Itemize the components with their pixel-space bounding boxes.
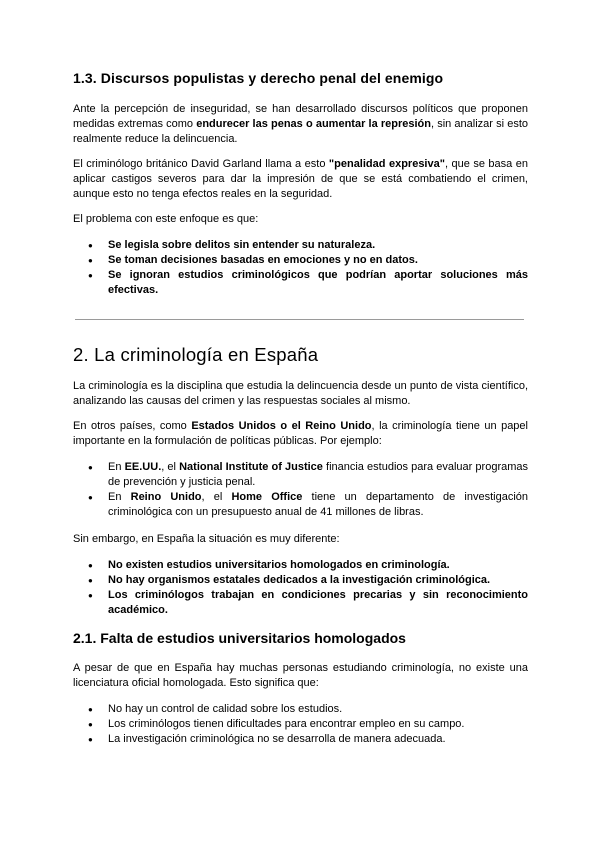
list-item: ● Los criminólogos trabajan en condiciones precarias y sin reconocimiento académico. bbox=[73, 588, 528, 618]
section-1-3-paragraph-1 bbox=[73, 102, 528, 147]
list-item: ● Se ignoran estudios criminológicos que podrían aportar soluciones más efectivas. bbox=[73, 268, 528, 298]
section-2-paragraph-1: La criminología es la disciplina que estudia la delincuencia desde un punto de vista científico, analizando las causas del crimen y las respuestas sociales al mismo. bbox=[73, 380, 528, 407]
bold-run: Home Office bbox=[231, 491, 303, 503]
list-item: ● Se toman decisiones basadas en emociones y no en datos. bbox=[73, 253, 528, 268]
list-item bbox=[73, 460, 528, 490]
section-2-examples-list bbox=[73, 460, 528, 520]
text-run: En bbox=[108, 491, 131, 503]
bold-run: Reino Unido bbox=[130, 491, 202, 503]
section-2-1-heading: 2.1. Falta de estudios universitarios homologados bbox=[73, 630, 406, 646]
section-1-3-paragraph-2 bbox=[73, 157, 528, 202]
bold-run: endurecer las penas o aumentar la represión bbox=[196, 118, 431, 130]
section-divider bbox=[75, 319, 524, 320]
text-run: , sin analizar si esto realmente reduce la delincuencia. bbox=[73, 118, 528, 145]
bold-run: National Institute of Justice bbox=[179, 461, 323, 473]
section-1-3-heading: 1.3. Discursos populistas y derecho penal del enemigo bbox=[73, 70, 444, 86]
section-1-3-bullet-list bbox=[73, 238, 528, 298]
list-item: ● No existen estudios universitarios homologados en criminología. bbox=[73, 558, 528, 573]
bold-run: Estados Unidos o el Reino Unido bbox=[191, 420, 372, 432]
text-run: Ante la percepción de inseguridad, se han desarrollado discursos políticos que proponen medidas extremas como bbox=[73, 103, 528, 130]
bold-run: "penalidad expresiva" bbox=[328, 158, 445, 170]
section-2-bullet-list bbox=[73, 558, 528, 618]
text-run: financia estudios para evaluar programas de prevención y justicia penal. bbox=[108, 461, 529, 488]
list-item: ● Los criminólogos tienen dificultades para encontrar empleo en su campo. bbox=[73, 717, 528, 732]
section-1-3-paragraph-3: El problema con este enfoque es que: bbox=[73, 213, 259, 225]
list-item: ● No hay organismos estatales dedicados a la investigación criminológica. bbox=[73, 573, 528, 588]
list-item: ● Se legisla sobre delitos sin entender su naturaleza. bbox=[73, 238, 528, 253]
list-item bbox=[73, 490, 528, 520]
text-run: En bbox=[108, 461, 125, 473]
section-2-1-paragraph-1: A pesar de que en España hay muchas personas estudiando criminología, no existe una licenciatura oficial homologada. Esto significa que: bbox=[73, 662, 528, 689]
list-item: ● La investigación criminológica no se desarrolla de manera adecuada. bbox=[73, 732, 528, 747]
section-2-paragraph-2 bbox=[73, 419, 528, 449]
text-run: , el bbox=[201, 491, 232, 503]
text-run: El criminólogo británico David Garland llama a esto bbox=[73, 158, 329, 170]
text-run: , el bbox=[161, 461, 180, 473]
text-run: tiene un departamento de investigación criminológica con un presupuesto anual de 41 millones de libras. bbox=[108, 491, 528, 518]
section-2-paragraph-3: Sin embargo, en España la situación es muy diferente: bbox=[73, 533, 340, 545]
section-2-1-bullet-list bbox=[73, 702, 528, 747]
bold-run: EE.UU. bbox=[124, 461, 162, 473]
section-2-heading: 2. La criminología en España bbox=[73, 344, 319, 365]
text-run: , la criminología tiene un papel importante en la formulación de políticas públicas. Por ejemplo: bbox=[73, 420, 528, 447]
text-run: , que se basa en aplicar castigos severos para dar la impresión de que se está combatiendo el crimen, aunque esto no tenga efectos reales en la seguridad. bbox=[73, 158, 528, 200]
list-item: ● No hay un control de calidad sobre los estudios. bbox=[73, 702, 528, 717]
text-run: En otros países, como bbox=[73, 420, 192, 432]
